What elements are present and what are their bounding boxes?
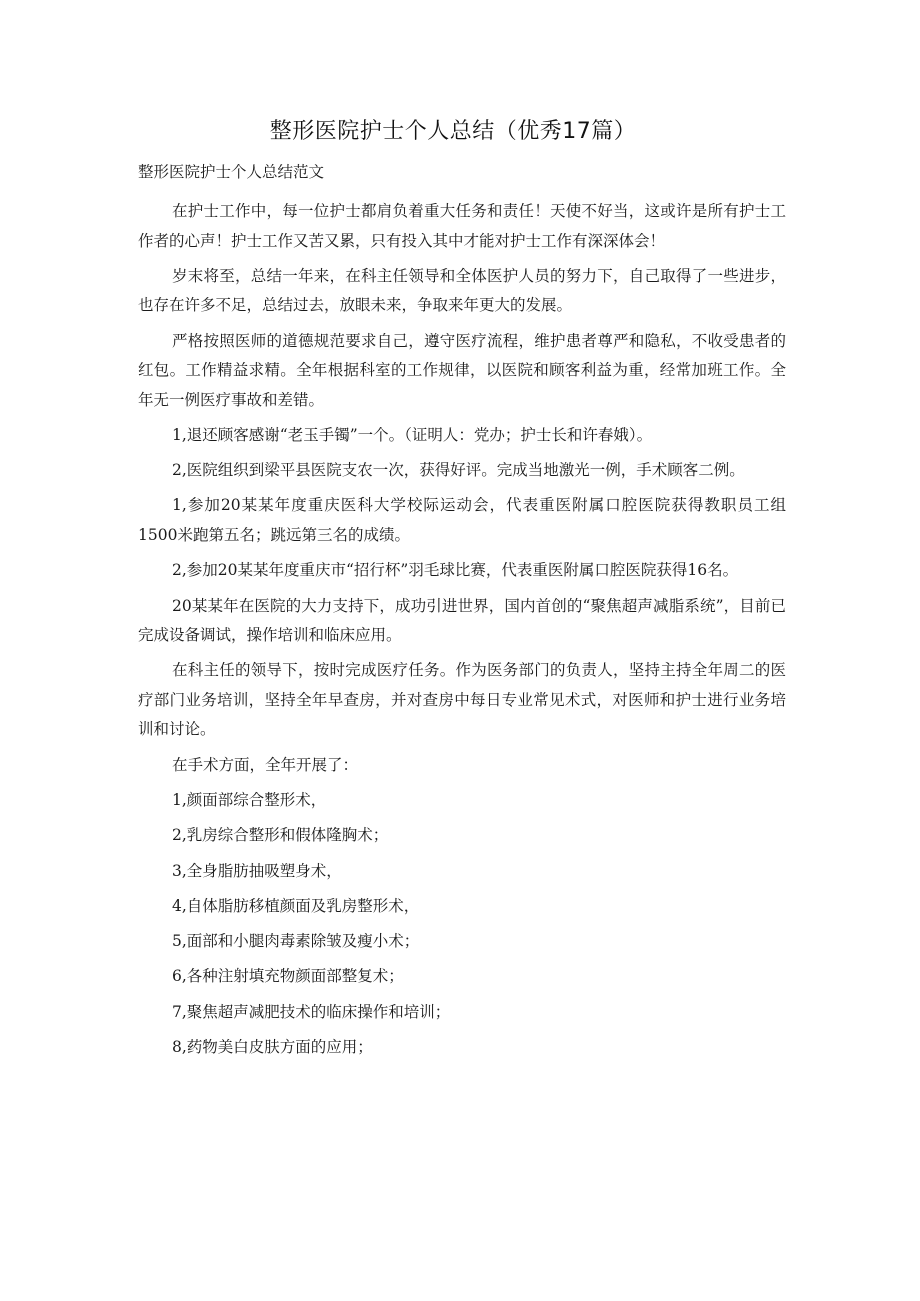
list-item: 3,全身脂肪抽吸塑身术， bbox=[172, 861, 342, 880]
paragraph: 1,参加20某某年度重庆医科大学校际运动会，代表重医附属口腔医院获得教职员工组1500米跑第五名；跳远第三名的成绩。 bbox=[138, 496, 786, 544]
list-item: 2,乳房综合整形和假体隆胸术； bbox=[172, 826, 389, 845]
list-item: 7,聚焦超声减肥技术的临床操作和培训； bbox=[172, 1002, 451, 1021]
list-item: 1,颜面部综合整形术， bbox=[172, 790, 327, 809]
paragraph: 岁末将至，总结一年来，在科主任领导和全体医护人员的努力下，自己取得了一些进步，也存在许多不足，总结过去，放眼未来，争取来年更大的发展。 bbox=[138, 266, 786, 315]
document-body bbox=[138, 197, 786, 1068]
paragraph: 20某某年在医院的大力支持下，成功引进世界，国内首创的“聚焦超声减脂系统”，目前已完成设备调试，操作培训和临床应用。 bbox=[138, 596, 786, 645]
paragraph: 2,医院组织到梁平县医院支农一次，获得好评。完成当地激光一例，手术顾客二例。 bbox=[172, 461, 745, 480]
paragraph: 在科主任的领导下，按时完成医疗任务。作为医务部门的负责人，坚持主持全年周二的医疗部门业务培训，坚持全年早查房，并对查房中每日专业常见术式，对医师和护士进行业务培训和讨论。 bbox=[138, 661, 786, 739]
list-item: 6,各种注射填充物颜面部整复术； bbox=[172, 967, 404, 986]
paragraph: 在护士工作中，每一位护士都肩负着重大任务和责任！天使不好当，这或许是所有护士工作者的心声！护士工作又苦又累，只有投入其中才能对护士工作有深深体会！ bbox=[138, 202, 786, 250]
paragraph: 严格按照医师的道德规范要求自己，遵守医疗流程，维护患者尊严和隐私，不收受患者的红包。工作精益求精。全年根据科室的工作规律，以医院和顾客利益为重，经常加班工作。全年无一例医疗事故和差错。 bbox=[138, 331, 786, 409]
list-item: 4,自体脂肪移植颜面及乳房整形术， bbox=[172, 896, 420, 915]
paragraph: 在手术方面，全年开展了： bbox=[172, 755, 359, 774]
document-subtitle: 整形医院护士个人总结范文 bbox=[138, 163, 325, 181]
list-item: 8,药物美白皮肤方面的应用； bbox=[172, 1038, 373, 1057]
list-item: 5,面部和小腿肉毒素除皱及瘦小术； bbox=[172, 932, 420, 951]
document-title: 整形医院护士个人总结（优秀17篇） bbox=[269, 119, 637, 144]
paragraph: 2,参加20某某年度重庆市“招行杯”羽毛球比赛，代表重医附属口腔医院获得16名。 bbox=[172, 561, 739, 580]
paragraph: 1,退还顾客感谢“老玉手镯”一个。（证明人：党办；护士长和许春娥）。 bbox=[172, 425, 653, 444]
